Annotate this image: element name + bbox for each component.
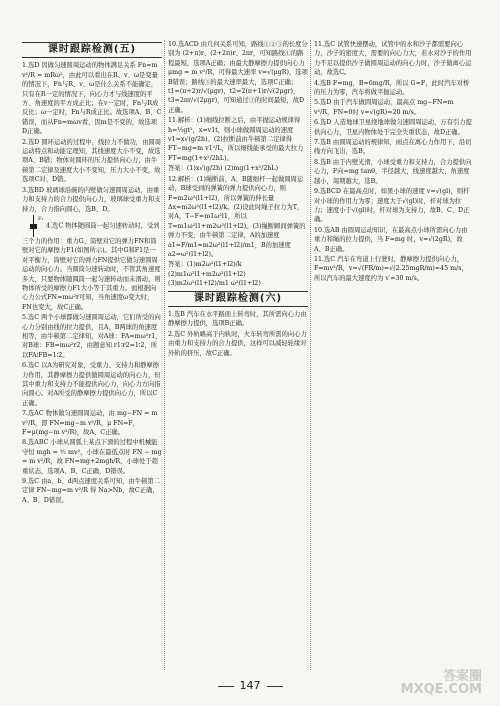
- column-right: [314, 40, 472, 672]
- answer-item: 3.选BD 玻璃球沿碗的内壁做匀速圆周运动，由重力和支持力的合力提供向心力，玻璃球受重力和支持力，合力指向圆心，选B、D。: [22, 186, 161, 213]
- answer-item: 11.选C 试管快速摆动，试管中的水和沙子都需要向心力，沙子的密度大，需要的向心力大，若水对沙子的作用力不足以提供沙子做圆周运动的向心力时，沙子做离心运动，故选C。: [314, 41, 472, 77]
- column-left: [22, 40, 162, 672]
- answer-item: 8.选ABC 小球从圆弧上某点下滑的过程中机械能守恒 mgh = ½ mv²，小球在最低点时 FN − mg = m v²/R，故 FN=mg+2mgh/R，小球处于超重状态，选项A、B、C正确，D错误。: [22, 439, 162, 475]
- answer-item: 5.选C 两个小球都做匀速圆周运动，它们所受的向心力分别由线的拉力提供，且A、B两球的角速度相等，由牛顿第二定律知，对A球：FA=mω²r1，对B球：FB=mω²r2，由题意知 r1∶r2=1∶2，所以FA∶FB=1∶2。: [22, 314, 162, 359]
- watermark-logo: 答案圈 MXQE.COM: [400, 669, 482, 697]
- answer-item: 2.选C 外轨略高于内轨时，火车转弯所需的向心力由重力和支持力的合力提供，这样可以减轻轮缘对外轨的挤压，故C正确。: [168, 330, 307, 357]
- section-header-5: 课时跟踪检测(五): [22, 42, 162, 58]
- answer-item: 9.选BCD 在最高点时，如果小球的速度 v=√(gl)，则杆对小球的作用力为零；速度大于√(gl)时，杆对球为拉力；速度小于√(gl)时，杆对球为支持力，故B、C、D正确。: [314, 188, 470, 224]
- answer-text: 4.选C 物体随圆筒一起匀速转动时，受到三个力的作用：重力G、筒壁对它的弹力FN和筒壁对它的摩擦力F1(如图所示)。其中G和F1是一对平衡力，筒壁对它的弹力FN提供它做匀速圆周运动的向心力。当圆筒匀速转动时，不管其角速度多大，只要物体随圆筒一起匀速转动而未滑动，则物体所受的摩擦力F1大小等于其重力。而根据向心力公式FN=mω²r可知，当角速度ω变大时，FN也变大，故C正确。: [22, 222, 161, 311]
- answer-item: 11.解析：(1)细线拉断之后，由平抛运动规律得 h=½gt²，x=v1t，则小球做圆周运动的速度 v1=x√(g/2h)。(2)拉断前由牛顿第二定律得 FT−mg=m v1²/L，所以细线能承受的最大拉力 FT=mg(1+x²/2hL)。: [168, 117, 304, 162]
- answer-item: 1.选B 汽车在水平路面上转弯时，其所需向心力由静摩擦力提供，选项B正确。: [168, 310, 307, 328]
- section-header-6: 课时跟踪检测(六): [168, 291, 308, 307]
- answer-item: 7.选AC 物体做匀速圆周运动，由 mg−FN = m v²/R，即 FN=mg−m v²/R，μ FN=F，F=μ(mg−m v²/R)，故A、C正确。: [22, 410, 158, 437]
- answer-item: 5.选D 由于汽车做圆周运动，最高点 mg−FN=m v²/R，FN=0时 v=√(gR)=20 m/s。: [314, 99, 454, 116]
- column-divider: [164, 40, 165, 670]
- answer-item: 1.选D 因做匀速圆周运动的物体满足关系 Fn=m v²/R = mRω²，由此可以看出在R、v、ω是变量的情况下，Fn与R、v、ω是什么关系不能确定，只有在R一定的情况下，向心力才与线速度的平方、角速度的平方成正比；在v一定时，Fn与R成反比；ω一定时，Fn与R成正比。故选项A、B、C错误，而从Fn=mωv看，因m是不变的，故选项D正确。: [22, 62, 162, 136]
- page-number-text: 147: [239, 679, 261, 692]
- answer-item: 9.选C 由a、b、d两点速度关系可知，由牛顿第二定律 FN−mg=m v²/R 得 Na>Nb，故C正确，A、B、D错误。: [22, 478, 160, 504]
- answer-item: 7.选B 由圆周运动的规律知，雨点在离心力作用下，沿切线方向飞出，选B。: [314, 139, 472, 156]
- answer-item: 答案：(1)x√(g/2h) (2)mg(1+x²/2hL): [168, 165, 279, 173]
- answer-item: 8.选B 由于内壁光滑，小球受重力和支持力，合力提供向心力，F向=mg tanθ，半径越大，线速度越大，角速度越小，周期越大，选B。: [314, 158, 472, 185]
- cylinder-figure-icon: F₁: [24, 215, 44, 237]
- answer-item: 10.选ACD 由几何关系可知，路线①②③的长度分别为 (2+π)r、(2+2π)r、2πr，可知路线①的路程最短，选项A正确；由最大静摩擦力提供向心力 μmg = m v²/R，可得最大速率 v=√(μgR)，选项B错误；路线③的最大速率最大，选项C正确；t1=(π+2)r/√(μgr)，t2=2(π+1)r/√(2μgr)，t3=2πr/√(2μgr)，可知通过③的时间最短，故D正确。: [168, 41, 308, 114]
- answer-item: 6.选D 人造地球卫星绕地球做匀速圆周运动，万有引力提供向心力，卫星内物体处于完全失重状态，故D正确。: [314, 119, 472, 136]
- answer-item: 10.选AB 由圆周运动知识，在最高点小球所需向心力由重力和绳的拉力提供，当 F=mg 时，v=√(2gR)，故A、B正确。: [314, 226, 468, 253]
- answer-item: 11.选C 汽车在弯道上行驶时，静摩擦力提供向心力，F=mv²/R，v=√(FR/m)=√(2.25mgR/m)≈45 m/s，所以汽车的最大速度约为 v′=30 m/s。: [314, 255, 468, 282]
- answer-item: 2.选D 圆环运动的过程中，线拉力不做功，由圆周运动特点和动能定理知，其线速度大小不变，故选项A、B错；物体对圆环的压力提供向心力，由牛顿第二定律及速度大小不变知，压力大小不变，故选项C对、D错。: [22, 138, 161, 184]
- answer-item: 12.解析：(1)绳断前，A、B随细杆一起做圆周运动，B球受到的弹簧的弹力提供向心力，则 F=m2ω²(l1+l2)，所以弹簧的伸长量 Δx=m2ω²(l1+l2)/k。(2)设此时绳子拉力为T，对A，T−F=m1ω²l1，所以 T=m1ω²l1+m2ω²(l1+l2)。(3)绳断瞬间弹簧的弹力不变，由牛顿第二定律，A的加速度 a1=F/m1=m2ω²(l1+l2)/m1，B的加速度 a2=ω²(l1+l2)。: [168, 175, 306, 258]
- answer-item: 答案：(1)m2ω²(l1+l2)/k (2)m1ω²l1+m2ω²(l1+l2) (3)m2ω²(l1+l2)/m1 ω²(l1+l2): [168, 261, 261, 288]
- column-middle: [168, 40, 308, 672]
- column-divider: [310, 40, 311, 670]
- answer-item: 4.选B F=mg，B=6mg/R，所以 G=F，此时汽车对桥的压力为零，汽车将做平抛运动。: [314, 79, 470, 97]
- answer-item: [22, 215, 162, 312]
- answer-item: 6.选C 以A为研究对象，受重力、支持力和静摩擦力作用，其静摩擦力提供做圆周运动的向心力，但其中重力和支持力不能提供向心力，向心力方向指向圆心。对A所受的静摩擦力提供向心力，所以C正确。: [22, 362, 161, 407]
